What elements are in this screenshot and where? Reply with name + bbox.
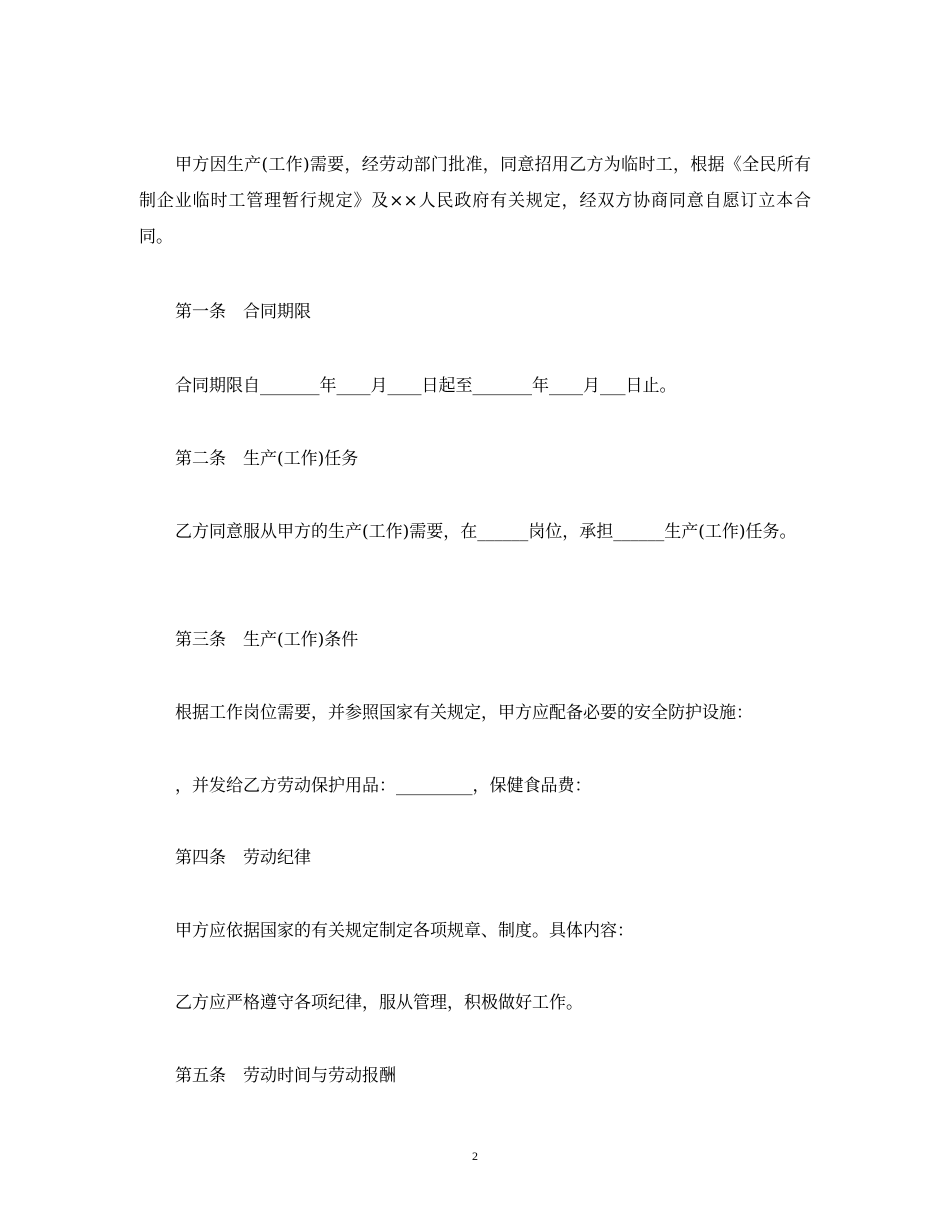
article-3-title: 第三条 生产(工作)条件: [175, 630, 359, 650]
page-number: 2: [472, 1149, 478, 1163]
article-1-body: 合同期限自_______年____月____日起至_______年____月___日止。: [175, 376, 677, 396]
article-3-body-2: ，并发给乙方劳动保护用品：_________，保健食品费：: [175, 776, 592, 796]
article-5-title: 第五条 劳动时间与劳动报酬: [175, 1066, 396, 1086]
article-2-title: 第二条 生产(工作)任务: [175, 449, 359, 469]
article-4-body-2: 乙方应严格遵守各项纪律，服从管理，积极做好工作。: [175, 993, 583, 1013]
article-2-body: 乙方同意服从甲方的生产(工作)需要，在______岗位，承担______生产(工作)任务。: [175, 522, 797, 542]
article-4-body-1: 甲方应依据国家的有关规定制定各项规章、制度。具体内容：: [175, 921, 634, 941]
article-1-title: 第一条 合同期限: [175, 302, 311, 322]
article-3-body-1: 根据工作岗位需要，并参照国家有关规定，甲方应配备必要的安全防护设施：: [175, 703, 753, 723]
article-4-title: 第四条 劳动纪律: [175, 848, 311, 868]
intro-paragraph: 甲方因生产(工作)需要，经劳动部门批准，同意招用乙方为临时工，根据《全民所有制企业临时工管理暂行规定》及××人民政府有关规定，经双方协商同意自愿订立本合同。: [139, 155, 811, 247]
